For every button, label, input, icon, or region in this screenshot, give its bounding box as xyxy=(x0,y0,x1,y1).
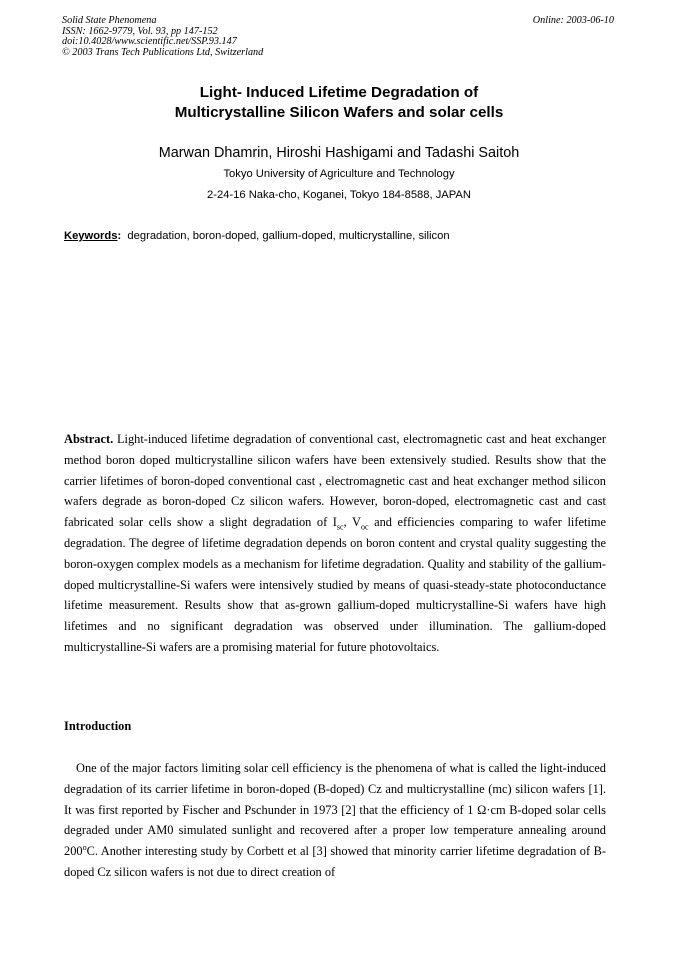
keywords-line xyxy=(64,229,450,243)
copyright-line: © 2003 Trans Tech Publications Ltd, Switzerland xyxy=(62,46,264,58)
title-line-1: Light- Induced Lifetime Degradation of xyxy=(199,84,479,101)
abstract-text-2: , V xyxy=(343,515,361,530)
intro-text-2: C. Another interesting study by Corbett et al [3] showed that minority carrier lifetime degradation of B-doped Cz silicon wafers is not due to direct creation of xyxy=(64,844,606,879)
introduction-heading: Introduction xyxy=(64,719,132,733)
affiliation-institution: Tokyo University of Agriculture and Technology xyxy=(223,168,455,180)
online-date: Online: 2003-06-10 xyxy=(532,15,614,26)
affiliation-address: 2-24-16 Naka-cho, Koganei, Tokyo 184-8588, JAPAN xyxy=(207,189,471,201)
paper-title xyxy=(0,83,678,123)
keywords-colon: : xyxy=(117,230,122,242)
author-list: Marwan Dhamrin, Hiroshi Hashigami and Tadashi Saitoh xyxy=(158,145,520,161)
keywords-text: degradation, boron-doped, gallium-doped, multicrystalline, silicon xyxy=(127,230,450,242)
degree-superscript: o xyxy=(82,843,87,853)
abstract-paragraph xyxy=(64,429,606,658)
abstract-text-1: Light-induced lifetime degradation of conventional cast, electromagnetic cast and heat exchanger method boron doped multicrystalline silicon wafers have been extensively studied. Results show that the carrier lifetimes of boron-doped conventional cast , electromagnetic cast and heat exchanger method silicon wafers degrade as boron-doped Cz silicon wafers. However, boron-doped, electromagnetic cast and cast fabricated solar cells show a slight degradation of I xyxy=(64,432,606,530)
isc-subscript: sc xyxy=(336,522,344,532)
introduction-paragraph xyxy=(64,758,606,883)
issn-line: ISSN: 1662-9779, Vol. 93, pp 147-152 xyxy=(62,25,218,37)
doi-line[interactable]: doi:10.4028/www.scientific.net/SSP.93.147 xyxy=(62,36,237,48)
abstract-label: Abstract. xyxy=(64,432,114,446)
title-line-2: Multicrystalline Silicon Wafers and solar cells xyxy=(174,104,504,121)
keywords-label: Keywords xyxy=(64,230,118,242)
abstract-text-3: and efficiencies comparing to wafer lifetime degradation. The degree of lifetime degradation depends on boron content and crystal quality suggesting the boron-oxygen complex models as a mechanism for lifetime degradation. Quality and stability of the gallium-doped multicrystalline-Si wafers were intensively studied by means of quasi-steady-state photoconductance lifetime measurement. Results show that as-grown gallium-doped multicrystalline-Si wafers have high lifetimes and no significant degradation was observed under illumination. The gallium-doped multicrystalline-Si wafers are a promising material for future photovoltaics. xyxy=(64,515,607,654)
journal-header xyxy=(62,16,263,58)
voc-subscript: oc xyxy=(360,522,369,532)
intro-text-1: One of the major factors limiting solar cell efficiency is the phenomena of what is called the light-induced degradation of its carrier lifetime in boron-doped (B-doped) Cz and multicrystalline (mc) silicon wafers [1]. It was first reported by Fischer and Pschunder in 1973 [2] that the efficiency of 1 Ω·cm B-doped solar cells degraded under AM0 simulated sunlight and recovered after a proper low temperature annealing around 200 xyxy=(64,761,606,859)
journal-name: Solid State Phenomena xyxy=(62,15,157,26)
